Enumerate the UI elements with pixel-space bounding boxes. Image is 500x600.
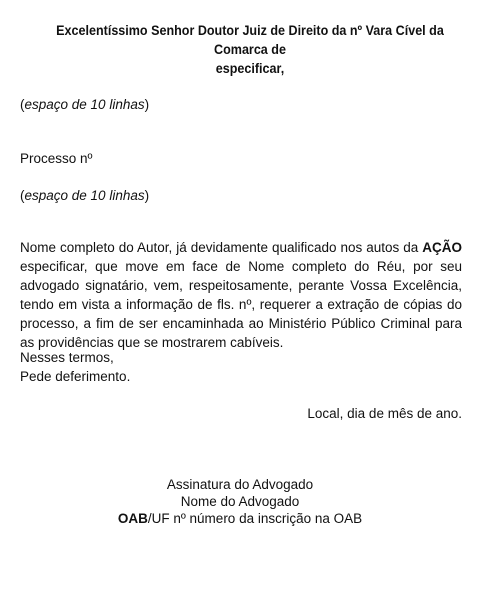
- heading-line-2: especificar,: [215, 61, 285, 76]
- petition-body: [20, 238, 462, 352]
- oab-registration: [20, 510, 460, 527]
- document-heading: [36, 21, 464, 78]
- process-label: Processo nº: [20, 151, 93, 166]
- body-part-1: Nome completo do Autor, já devidamente qualificado nos autos da: [20, 240, 423, 255]
- place-date: Local, dia de mês de ano.: [307, 406, 462, 421]
- closing-line-2: Pede deferimento.: [20, 369, 131, 384]
- action-word: AÇÃO: [422, 240, 462, 255]
- space-note-2-open: (: [20, 188, 25, 203]
- space-note-1: [20, 95, 462, 114]
- space-note-1-close: ): [144, 97, 150, 112]
- signature-block: [20, 476, 460, 527]
- lawyer-name: Nome do Advogado: [180, 494, 300, 509]
- space-note-2: [20, 186, 462, 205]
- space-note-2-close: ): [144, 188, 150, 203]
- body-part-2: especificar, que move em face de Nome completo do Réu, por seu advogado signatário, vem, respeitosamente, perante Vossa Excelência, tendo em vista a informação de fls. nº, requerer a extração de cópias do processo, a fim de ser encaminhada ao Ministério Público Criminal para as providências que se mostrarem cabíveis.: [20, 259, 462, 350]
- heading-line-1: Excelentíssimo Senhor Doutor Juiz de Direito da nº Vara Cível da Comarca de: [56, 23, 444, 57]
- space-note-1-open: (: [20, 97, 25, 112]
- closing-block: [20, 348, 462, 386]
- oab-label: OAB: [117, 511, 148, 526]
- space-note-1-text: espaço de 10 linhas: [24, 97, 145, 112]
- closing-line-1: Nesses termos,: [20, 350, 114, 365]
- space-note-2-text: espaço de 10 linhas: [24, 188, 145, 203]
- oab-details: /UF nº número da inscrição na OAB: [147, 511, 363, 526]
- signature-line: Assinatura do Advogado: [166, 477, 314, 492]
